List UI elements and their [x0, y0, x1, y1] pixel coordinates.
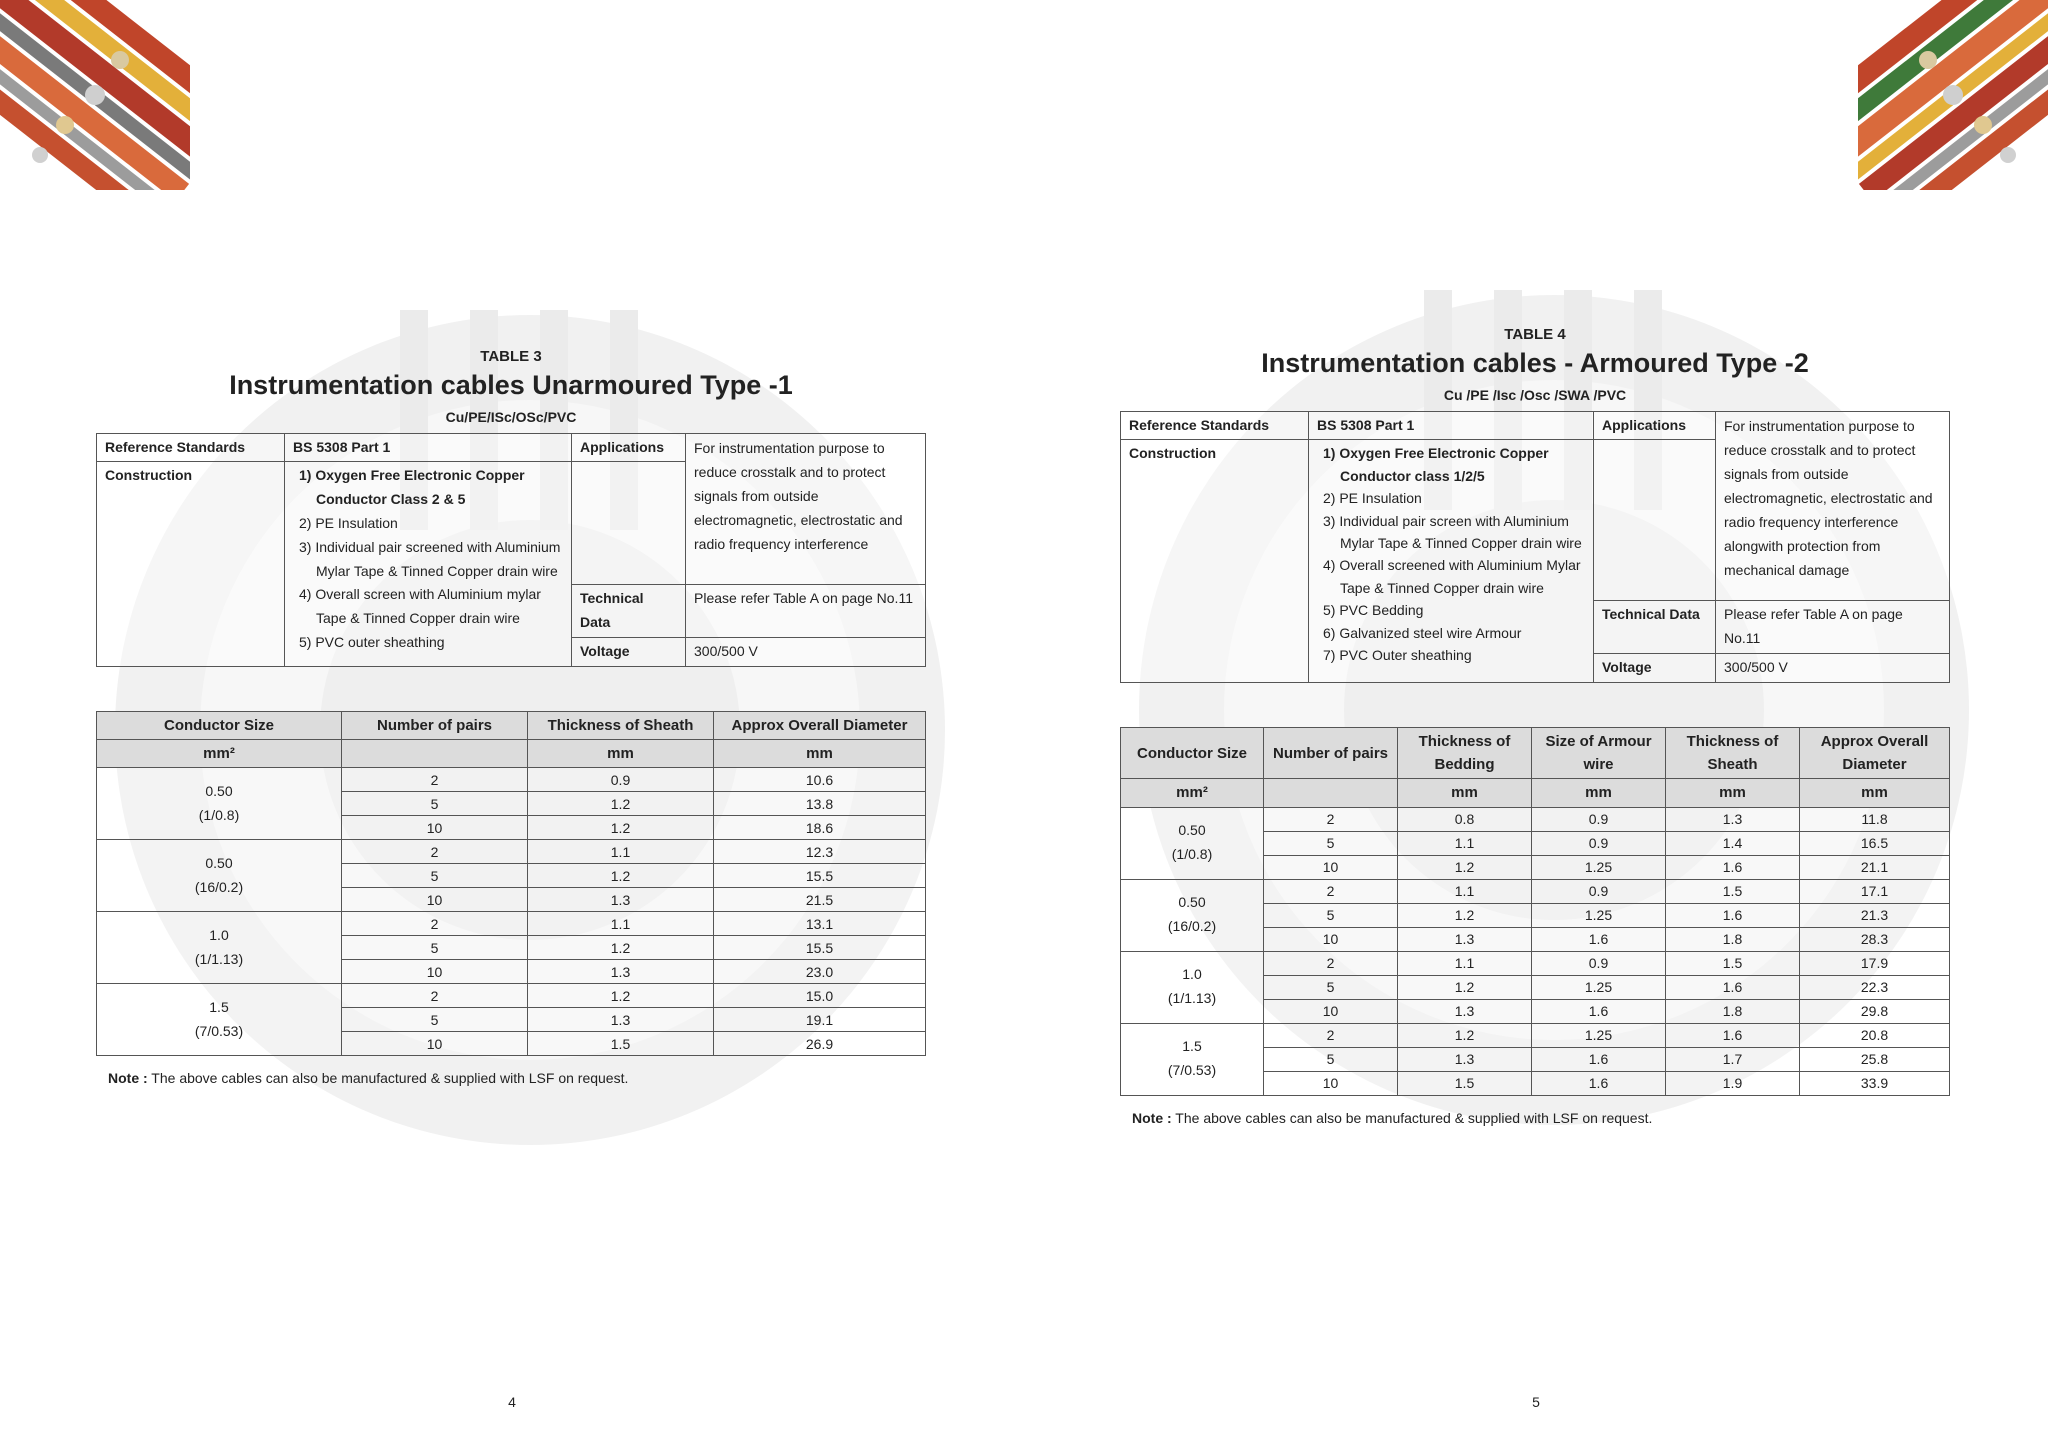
- table-cell: 1.2: [1398, 855, 1532, 879]
- conductor-strand: (16/0.2): [1167, 918, 1217, 935]
- column-header: Approx Overall Diameter: [714, 711, 926, 739]
- table-cell: 13.1: [714, 912, 926, 936]
- table-cell: 1.5: [1398, 1071, 1532, 1095]
- table-cell: 1.6: [1666, 855, 1800, 879]
- table-cell: 1.6: [1532, 999, 1666, 1023]
- footnote: [108, 1070, 926, 1086]
- table-cell: 21.5: [714, 888, 926, 912]
- table-cell: 1.2: [1398, 1023, 1532, 1047]
- table-cell: 5: [342, 1008, 528, 1032]
- table-cell: 0.9: [1532, 807, 1666, 831]
- voltage-label: Voltage: [1594, 654, 1716, 683]
- table-cell: 2: [342, 768, 528, 792]
- conductor-size-cell: [1121, 879, 1264, 951]
- table-cell: 1.3: [1398, 999, 1532, 1023]
- table-cell: 12.3: [714, 840, 926, 864]
- conductor-size-cell: [1121, 1023, 1264, 1095]
- unit-header: mm: [1800, 779, 1950, 807]
- construction-item: 5) PVC outer sheathing: [299, 634, 445, 651]
- construction-item: 4) Overall screened with Aluminium Mylar Tape & Tinned Copper drain wire: [1323, 557, 1581, 596]
- construction-label: Construction: [97, 462, 285, 666]
- table-cell: 2: [1264, 879, 1398, 903]
- table-cell: 2: [1264, 807, 1398, 831]
- table-cell: 1.1: [1398, 879, 1532, 903]
- table-row: [1121, 951, 1950, 975]
- table-cell: 1.6: [1532, 1047, 1666, 1071]
- table-cell: 10.6: [714, 768, 926, 792]
- note-text: The above cables can also be manufactured & supplied with LSF on request.: [1171, 1109, 1653, 1126]
- footnote: [1132, 1110, 1950, 1126]
- voltage-label: Voltage: [572, 638, 686, 667]
- table-cell: 2: [342, 984, 528, 1008]
- table-cell: 1.1: [528, 912, 714, 936]
- construction-item: 4) Overall screen with Aluminium mylar Tape & Tinned Copper drain wire: [299, 586, 541, 627]
- table-cell: 28.3: [1800, 927, 1950, 951]
- table-cell: 1.6: [1532, 927, 1666, 951]
- table-row: [97, 984, 926, 1008]
- table-row: [97, 840, 926, 864]
- conductor-size-cell: [97, 912, 342, 984]
- table-cell: 1.2: [1398, 975, 1532, 999]
- construction-item: 7) PVC Outer sheathing: [1323, 647, 1472, 663]
- construction-list: [1309, 440, 1594, 682]
- table-cell: 5: [1264, 975, 1398, 999]
- table-cell: 1.3: [528, 1008, 714, 1032]
- ref-standards-value: BS 5308 Part 1: [1309, 411, 1594, 440]
- table-label: TABLE 3: [480, 348, 542, 365]
- note-label: Note :: [108, 1070, 148, 1087]
- page-right: [1024, 0, 2048, 1448]
- unit-header: [342, 740, 528, 768]
- table-cell: 15.5: [714, 936, 926, 960]
- table-cell: 5: [342, 792, 528, 816]
- column-header: Thickness of Sheath: [528, 711, 714, 739]
- conductor-strand: (7/0.53): [194, 1022, 244, 1039]
- table-title: Instrumentation cables - Armoured Type -2: [1261, 348, 1809, 378]
- applications-spacer: [1594, 440, 1716, 601]
- table-cell: 1.3: [528, 960, 714, 984]
- table-subtitle: Cu /PE /Isc /Osc /SWA /PVC: [1443, 386, 1627, 403]
- conductor-strand: (1/1.13): [1167, 990, 1217, 1007]
- table-cell: 1.6: [1666, 903, 1800, 927]
- table-row: [97, 912, 926, 936]
- column-header: Conductor Size: [97, 711, 342, 739]
- unit-header: mm: [714, 740, 926, 768]
- table-cell: 20.8: [1800, 1023, 1950, 1047]
- conductor-size: 0.50: [205, 783, 233, 800]
- table-cell: 5: [1264, 1047, 1398, 1071]
- table-cell: 1.3: [1666, 807, 1800, 831]
- table-cell: 1.8: [1666, 999, 1800, 1023]
- column-header: Number of pairs: [1264, 727, 1398, 779]
- spec-table: [1120, 411, 1950, 683]
- conductor-size: 0.50: [1178, 822, 1206, 839]
- table-row: [97, 768, 926, 792]
- table-row: [1121, 879, 1950, 903]
- conductor-strand: (7/0.53): [1167, 1062, 1217, 1079]
- table-cell: 10: [1264, 999, 1398, 1023]
- table-cell: 11.8: [1800, 807, 1950, 831]
- table-cell: 1.7: [1666, 1047, 1800, 1071]
- table-cell: 2: [342, 840, 528, 864]
- page-number: 4: [508, 1394, 516, 1410]
- table-row: [1121, 807, 1950, 831]
- conductor-size: 0.50: [205, 855, 233, 872]
- table-cell: 10: [1264, 1071, 1398, 1095]
- construction-item: 2) PE Insulation: [299, 515, 398, 532]
- cable-bundle-image: [1858, 0, 2048, 190]
- table-cell: 1.3: [528, 888, 714, 912]
- table-cell: 5: [342, 864, 528, 888]
- conductor-size-cell: [1121, 807, 1264, 879]
- note-label: Note :: [1132, 1109, 1172, 1126]
- note-text: The above cables can also be manufactured & supplied with LSF on request.: [147, 1070, 629, 1087]
- table-cell: 17.9: [1800, 951, 1950, 975]
- applications-spacer: [572, 462, 686, 585]
- table-cell: 29.8: [1800, 999, 1950, 1023]
- construction-item: 1) Oxygen Free Electronic Copper Conductor Class 2 & 5: [299, 467, 525, 508]
- conductor-size: 1.5: [209, 999, 229, 1016]
- conductor-size: 0.50: [1178, 894, 1206, 911]
- applications-label: Applications: [572, 433, 686, 462]
- data-table: [96, 711, 926, 1057]
- table-cell: 1.2: [528, 936, 714, 960]
- table-cell: 10: [342, 816, 528, 840]
- construction-label: Construction: [1121, 440, 1309, 682]
- table-cell: 1.6: [1666, 975, 1800, 999]
- column-header: Conductor Size: [1121, 727, 1264, 779]
- table-cell: 1.25: [1532, 1023, 1666, 1047]
- conductor-strand: (1/1.13): [194, 950, 244, 967]
- table-cell: 0.9: [1532, 951, 1666, 975]
- table-cell: 2: [1264, 1023, 1398, 1047]
- table-cell: 10: [1264, 855, 1398, 879]
- table-cell: 19.1: [714, 1008, 926, 1032]
- column-header: Thickness of Sheath: [1666, 727, 1800, 779]
- unit-header: [1264, 779, 1398, 807]
- table-cell: 2: [342, 912, 528, 936]
- unit-header: mm: [528, 740, 714, 768]
- table-cell: 13.8: [714, 792, 926, 816]
- table-cell: 33.9: [1800, 1071, 1950, 1095]
- table-cell: 25.8: [1800, 1047, 1950, 1071]
- table-cell: 1.8: [1666, 927, 1800, 951]
- ref-standards-label: Reference Standards: [97, 433, 285, 462]
- technical-data-label: Technical Data: [572, 585, 686, 638]
- table-cell: 10: [342, 1032, 528, 1056]
- table-cell: 10: [342, 888, 528, 912]
- ref-standards-value: BS 5308 Part 1: [285, 433, 572, 462]
- technical-data-label: Technical Data: [1594, 601, 1716, 654]
- ref-standards-label: Reference Standards: [1121, 411, 1309, 440]
- table-cell: 1.2: [1398, 903, 1532, 927]
- construction-item: 5) PVC Bedding: [1323, 602, 1424, 619]
- conductor-size-cell: [97, 768, 342, 840]
- conductor-size: 1.0: [1182, 966, 1202, 983]
- table-cell: 5: [1264, 903, 1398, 927]
- unit-header: mm²: [97, 740, 342, 768]
- column-header: Size of Armour wire: [1532, 727, 1666, 779]
- conductor-strand: (1/0.8): [1171, 846, 1213, 863]
- table-cell: 1.25: [1532, 975, 1666, 999]
- table-label: TABLE 4: [1504, 326, 1566, 343]
- table-cell: 1.2: [528, 792, 714, 816]
- table-cell: 1.6: [1532, 1071, 1666, 1095]
- technical-data-value: Please refer Table A on page No.11: [1716, 601, 1950, 654]
- table-cell: 16.5: [1800, 831, 1950, 855]
- cable-bundle-image: [0, 0, 190, 190]
- table-cell: 0.9: [528, 768, 714, 792]
- spec-table: [96, 433, 926, 667]
- construction-item: 2) PE Insulation: [1323, 490, 1422, 507]
- voltage-value: 300/500 V: [1716, 654, 1950, 683]
- table-cell: 10: [1264, 927, 1398, 951]
- page-number: 5: [1532, 1394, 1540, 1410]
- table-cell: 22.3: [1800, 975, 1950, 999]
- table-cell: 18.6: [714, 816, 926, 840]
- table-cell: 1.1: [1398, 951, 1532, 975]
- table-cell: 5: [342, 936, 528, 960]
- construction-item: 1) Oxygen Free Electronic Copper Conductor class 1/2/5: [1323, 445, 1549, 484]
- conductor-size: 1.5: [1182, 1038, 1202, 1055]
- voltage-value: 300/500 V: [686, 638, 926, 667]
- table-cell: 1.5: [528, 1032, 714, 1056]
- applications-label: Applications: [1594, 411, 1716, 440]
- table-cell: 1.3: [1398, 1047, 1532, 1071]
- table-cell: 1.2: [528, 984, 714, 1008]
- table-row: [1121, 1023, 1950, 1047]
- unit-header: mm: [1532, 779, 1666, 807]
- applications-text: For instrumentation purpose to reduce crosstalk and to protect signals from outside electromagnetic, electrostatic and radio frequency interference alongwith protection from mechanical damage: [1716, 411, 1950, 601]
- table-cell: 26.9: [714, 1032, 926, 1056]
- conductor-strand: (1/0.8): [198, 806, 240, 823]
- table-cell: 1.2: [528, 864, 714, 888]
- table-cell: 1.5: [1666, 879, 1800, 903]
- table-cell: 10: [342, 960, 528, 984]
- construction-item: 3) Individual pair screen with Aluminium Mylar Tape & Tinned Copper drain wire: [1323, 512, 1582, 552]
- table-title: Instrumentation cables Unarmoured Type -1: [229, 370, 793, 400]
- technical-data-value: Please refer Table A on page No.11: [686, 585, 926, 638]
- unit-header: mm²: [1121, 779, 1264, 807]
- table-cell: 23.0: [714, 960, 926, 984]
- table-cell: 5: [1264, 831, 1398, 855]
- table-cell: 1.25: [1532, 855, 1666, 879]
- table-cell: 1.5: [1666, 951, 1800, 975]
- table-cell: 1.9: [1666, 1071, 1800, 1095]
- table-cell: 0.8: [1398, 807, 1532, 831]
- table-cell: 17.1: [1800, 879, 1950, 903]
- table-cell: 1.3: [1398, 927, 1532, 951]
- conductor-strand: (16/0.2): [194, 878, 244, 895]
- conductor-size-cell: [97, 984, 342, 1056]
- table-cell: 21.3: [1800, 903, 1950, 927]
- construction-list: [285, 462, 572, 666]
- table-cell: 15.0: [714, 984, 926, 1008]
- table-cell: 0.9: [1532, 879, 1666, 903]
- table-cell: 15.5: [714, 864, 926, 888]
- unit-header: mm: [1398, 779, 1532, 807]
- conductor-size-cell: [1121, 951, 1264, 1023]
- data-table: [1120, 727, 1950, 1096]
- table-cell: 1.2: [528, 816, 714, 840]
- table-cell: 2: [1264, 951, 1398, 975]
- table-cell: 1.6: [1666, 1023, 1800, 1047]
- column-header: Thickness of Bedding: [1398, 727, 1532, 779]
- table-cell: 1.1: [528, 840, 714, 864]
- conductor-size-cell: [97, 840, 342, 912]
- column-header: Number of pairs: [342, 711, 528, 739]
- column-header: Approx Overall Diameter: [1800, 727, 1950, 779]
- table-cell: 1.1: [1398, 831, 1532, 855]
- unit-header: mm: [1666, 779, 1800, 807]
- table-cell: 21.1: [1800, 855, 1950, 879]
- table-cell: 1.25: [1532, 903, 1666, 927]
- table-subtitle: Cu/PE/ISc/OSc/PVC: [445, 408, 577, 425]
- table-cell: 1.4: [1666, 831, 1800, 855]
- table-cell: 0.9: [1532, 831, 1666, 855]
- conductor-size: 1.0: [209, 927, 229, 944]
- applications-text: For instrumentation purpose to reduce crosstalk and to protect signals from outside electromagnetic, electrostatic and radio frequency interference: [686, 433, 926, 585]
- construction-item: 3) Individual pair screened with Aluminium Mylar Tape & Tinned Copper drain wire: [299, 538, 561, 579]
- construction-item: 6) Galvanized steel wire Armour: [1323, 624, 1522, 641]
